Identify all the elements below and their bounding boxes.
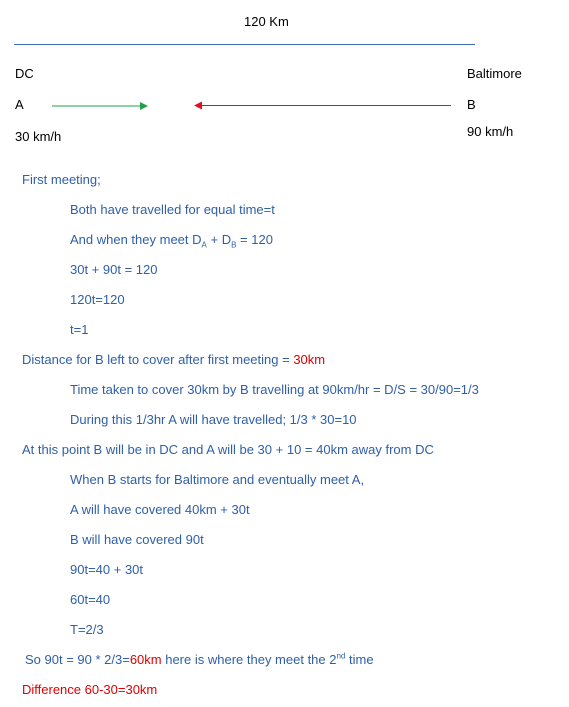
arrow-b-left [194,102,451,110]
equation-6: T=2/3 [70,622,104,637]
a-covered-line: A will have covered 40km + 30t [70,502,250,517]
first-meeting-heading: First meeting; [22,172,101,187]
second-meeting-line: So 90t = 90 * 2/3=60km here is where they meet the 2nd time [25,651,374,667]
point-a-label: A [15,97,24,112]
when-meet-line: And when they meet $D_A + D_B = 120$ [70,232,273,250]
speed-a-label: 30 km/h [15,129,62,144]
city-baltimore-label: Baltimore [467,66,522,81]
equation-2: 120t=120 [70,292,125,307]
arrow-a-right [52,102,148,110]
when-b-starts-line: When B starts for Baltimore and eventually meet A, [70,472,365,487]
equal-time-line: Both have travelled for equal time=t [70,202,275,217]
city-dc-label: DC [15,66,34,81]
distance-left-line: Distance for B left to cover after first meeting = 30km [22,352,326,367]
equation-5: 60t=40 [70,592,111,607]
equation-3: t=1 [70,322,89,337]
b-covered-line: B will have covered 90t [70,532,204,547]
time-taken-line: Time taken to cover 30km by B travelling at 90km/hr = D/S = 30/90=1/3 [70,382,479,397]
equation-4: 90t=40 + 30t [70,562,144,577]
point-b-label: B [467,97,476,112]
arrows [0,0,569,120]
equation-1: 30t + 90t = 120 [70,262,158,277]
during-line: During this 1/3hr A will have travelled; 1/3 * 30=10 [70,412,357,427]
at-this-point-line: At this point B will be in DC and A will be 30 + 10 = 40km away from DC [22,442,434,457]
distance-label: 120 Km [244,14,289,29]
difference-line: Difference 60-30=30km [22,682,158,697]
speed-b-label: 90 km/h [467,124,514,139]
